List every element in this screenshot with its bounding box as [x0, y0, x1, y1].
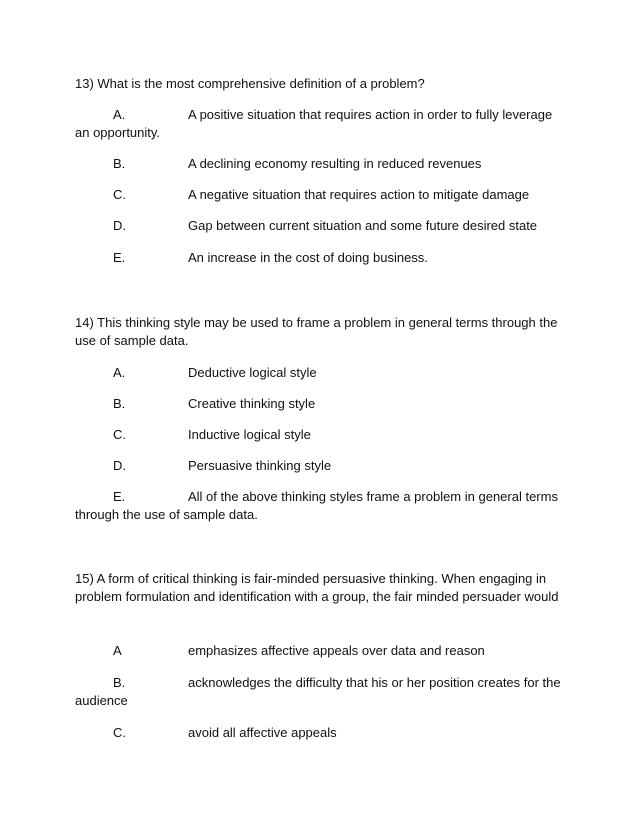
option-text: avoid all affective appeals	[188, 725, 337, 740]
option-e	[75, 249, 565, 267]
option-text: Persuasive thinking style	[188, 458, 332, 473]
option-letter: E.	[113, 250, 126, 265]
option-text: A declining economy resulting in reduced revenues	[188, 156, 482, 171]
question-14	[75, 314, 565, 522]
option-text: Deductive logical style	[188, 365, 317, 380]
option-c	[75, 724, 565, 742]
option-a	[75, 642, 565, 660]
option-letter: A	[113, 643, 122, 658]
option-text: An increase in the cost of doing business.	[188, 250, 428, 265]
option-letter: C.	[113, 427, 126, 442]
option-letter: D.	[113, 218, 126, 233]
option-letter: A.	[113, 365, 126, 380]
option-letter: C.	[113, 725, 126, 740]
option-text: A negative situation that requires action to mitigate damage	[188, 187, 530, 202]
question-15	[75, 570, 565, 740]
option-text: A positive situation that requires action in order to fully leverage an opportunity.	[75, 107, 553, 140]
option-text: All of the above thinking styles frame a problem in general terms through the use of sample data.	[75, 489, 558, 522]
option-text: Inductive logical style	[188, 427, 311, 442]
question-stem: 15) A form of critical thinking is fair-minded persuasive thinking. When engaging in problem formulation and identification with a group, the fair minded persuader would	[75, 571, 559, 604]
question-13	[75, 75, 565, 265]
option-letter: A.	[113, 107, 126, 122]
option-letter: B.	[113, 675, 126, 690]
option-a	[75, 106, 565, 142]
option-a	[75, 364, 565, 382]
option-letter: B.	[113, 156, 126, 171]
option-b	[75, 674, 565, 710]
option-letter: D.	[113, 458, 126, 473]
option-e	[75, 488, 565, 524]
option-text: Gap between current situation and some future desired state	[188, 218, 538, 233]
option-text: acknowledges the difficulty that his or her position creates for the audience	[75, 675, 561, 708]
option-b	[75, 155, 565, 173]
question-stem: 13) What is the most comprehensive definition of a problem?	[75, 76, 425, 91]
option-letter: E.	[113, 489, 126, 504]
option-d	[75, 217, 565, 235]
option-c	[75, 426, 565, 444]
option-letter: C.	[113, 187, 126, 202]
option-d	[75, 457, 565, 475]
option-text: emphasizes affective appeals over data and reason	[188, 643, 485, 658]
option-text: Creative thinking style	[188, 396, 316, 411]
question-stem: 14) This thinking style may be used to frame a problem in general terms through the use of sample data.	[75, 315, 558, 348]
option-letter: B.	[113, 396, 126, 411]
option-b	[75, 395, 565, 413]
option-c	[75, 186, 565, 204]
